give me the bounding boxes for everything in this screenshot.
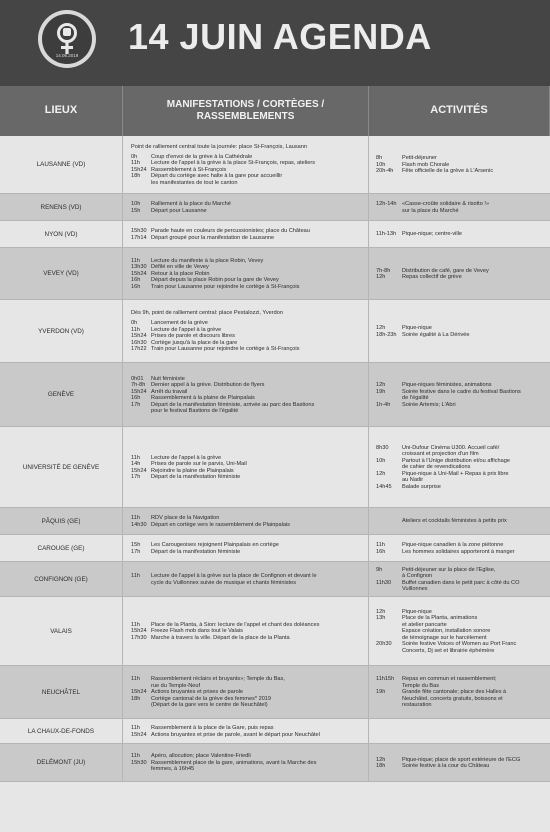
event-description: Départ du cortège avec halte à la gare pour accueillir les manifestantes de tout le canton (151, 173, 283, 186)
activity-description: Partout à l'Unige distribution et/ou affichage de cahier de revendications (402, 457, 510, 471)
manifestations-cell (123, 363, 369, 426)
table-header (0, 86, 550, 136)
table-row (0, 300, 550, 363)
activities-cell (369, 535, 550, 561)
event-time: 18h (131, 173, 141, 180)
activity-item (376, 518, 547, 525)
activity-time: 12h (376, 756, 386, 763)
activity-time: 11h15h (376, 676, 395, 683)
activity-time: 11h-13h (376, 231, 397, 238)
activity-time: 12h (376, 382, 386, 388)
table-row (0, 562, 550, 597)
table-row (0, 221, 550, 248)
activities-cell (369, 508, 550, 534)
event-item (131, 549, 363, 556)
event-item (131, 474, 363, 481)
activity-item (376, 567, 547, 580)
event-description: Prises de parole et discours libres (151, 333, 235, 340)
event-description: Marche à travers la ville. Départ de la place de la Planta (151, 634, 290, 641)
event-item (131, 573, 363, 586)
activity-item (376, 231, 547, 238)
event-description: Lecture de l'appel à la grève (151, 326, 222, 333)
event-time: 17h14 (131, 234, 147, 241)
activity-description: Petit-déjeuner (402, 155, 437, 162)
event-description: Ralliement à la place du Marché (151, 201, 231, 207)
event-time: 11h (131, 753, 140, 760)
event-description: Rassemblement place de la gare, animations, avant la Marche des femmes, à 16h45 (151, 759, 317, 773)
event-time: 14h30 (131, 521, 147, 528)
activities-cell (369, 300, 550, 362)
event-description: RDV place de la Navigation (151, 515, 220, 521)
event-item (131, 402, 363, 415)
event-time: 11h (131, 725, 140, 731)
header-lieux: LIEUX (0, 86, 123, 136)
event-time: 11h (131, 573, 140, 579)
event-time: 15h30 (131, 759, 147, 766)
event-time: 15h24 (131, 731, 147, 738)
place-cell: NEUCHÂTEL (0, 666, 123, 718)
table-row (0, 666, 550, 719)
event-description: Rejoindre la plaine de Plainpalais (151, 467, 234, 474)
activity-time: 12h (376, 274, 386, 280)
activities-cell (369, 597, 550, 665)
event-description: Départ en cortège vers le rassemblement de Plainpalais (151, 521, 290, 528)
activity-description: Ateliers et cocktails féministes à petits prix (402, 518, 507, 525)
table-row (0, 363, 550, 427)
activity-time: 12h (376, 470, 386, 477)
activity-description: Balade surprise (402, 483, 441, 490)
event-time: 15h (131, 207, 141, 214)
event-description: Lancement de la grève (151, 320, 208, 327)
event-time: 10h (131, 201, 141, 207)
page-header (0, 0, 550, 86)
place-cell: LA CHAUX-DE-FONDS (0, 719, 123, 743)
manifestations-cell (123, 719, 369, 743)
event-description: Départ pour Lausanne (151, 207, 207, 214)
manifestations-cell (123, 427, 369, 507)
event-description: Train pour Lausanne pour rejoindre le cortège à St-François (151, 283, 300, 290)
event-item (131, 732, 363, 739)
activity-time: 20h30 (376, 641, 392, 648)
activities-cell (369, 136, 550, 193)
event-time: 7h-8h (131, 382, 146, 388)
rally-note: Dès 9h, point de ralliement central: place Pestalozzi, Yverdon (131, 310, 283, 317)
place-cell: RENENS (VD) (0, 194, 123, 220)
event-time: 15h24 (131, 166, 147, 173)
activity-item (376, 615, 547, 641)
place-cell: LAUSANNE (VD) (0, 136, 123, 193)
activity-time: 11h (376, 542, 385, 548)
activities-cell (369, 363, 550, 426)
event-time: 17h (131, 474, 141, 480)
place-cell: UNIVERSITÉ DE GENÈVE (0, 427, 123, 507)
activity-item (376, 689, 547, 709)
event-description: Retour à la place Robin (151, 270, 210, 277)
activity-description: Pique-niques féministes, animations (402, 382, 492, 388)
activity-description: Distribution de café, gare de Vevey (402, 267, 489, 274)
activity-item (376, 458, 547, 471)
activities-cell (369, 427, 550, 507)
event-item (131, 284, 363, 291)
activity-description: Grande fête cantonale; place des Halles à Neuchâtel, concerts gratuits, boissons et restauration (402, 689, 507, 709)
event-time: 15h (131, 542, 141, 548)
table-row (0, 136, 550, 194)
activities-cell (369, 248, 550, 299)
activity-time: 7h-8h (376, 267, 391, 274)
activity-time: 1h-4h (376, 401, 391, 408)
event-description: Cortège jusqu'à la place de la gare (151, 339, 238, 346)
event-description: Rassemblement à la place de la Gare, puis repas (151, 725, 274, 731)
event-description: Arrêt du travail (151, 388, 188, 395)
event-item (131, 235, 363, 242)
event-description: Train pour Lausanne pour rejoindre le cortège à St-François (151, 346, 300, 353)
event-description: Rassemblement à St-François (151, 166, 227, 173)
activity-time: 19h (376, 388, 386, 395)
activity-item (376, 168, 547, 175)
manifestations-cell (123, 136, 369, 193)
event-description: Place de la Planta, à Sion: lecture de l'appel et chant des doléances (151, 621, 320, 628)
activity-description: Petit-déjeuner sur la place de l'Eglise, à Confignon (402, 566, 496, 579)
activity-time: 8h30 (376, 444, 389, 451)
event-time: 11h (131, 257, 140, 264)
table-row (0, 194, 550, 221)
event-item (131, 173, 363, 186)
header-manifestations: MANIFESTATIONS / CORTÈGES / RASSEMBLEMENTS (123, 86, 369, 136)
event-description: Départ groupé pour la manifestation de Lausanne (151, 234, 275, 241)
activity-description: Pique-nique; place de sport extérieure de l'ECG (402, 756, 521, 763)
table-row (0, 535, 550, 562)
event-description: Lecture de l'appel à la grève à la place St-François, repas, ateliers (151, 160, 315, 167)
feminist-logo (38, 10, 96, 68)
event-description: Rassemblement à la plaine de Plainpalais (151, 395, 255, 401)
manifestations-cell (123, 248, 369, 299)
activity-description: Pique-nique (402, 325, 432, 331)
place-cell: VEVEY (VD) (0, 248, 123, 299)
place-cell: NYON (VD) (0, 221, 123, 247)
place-cell: DELÉMONT (JU) (0, 744, 123, 781)
activity-time: 9h (376, 566, 383, 573)
activity-description: Uni-Dufour Cinéma U300. Accueil café/ croissant et projection d'un film (402, 444, 500, 458)
event-time: 15h24 (131, 689, 147, 696)
table-body (0, 136, 550, 782)
activity-item (376, 763, 547, 770)
activity-item (376, 484, 547, 491)
activity-description: Place de la Planta, animations et atelier pancarte Espace création, installation sonore de témoignage sur le harcèlement (402, 615, 491, 641)
event-item (131, 522, 363, 529)
event-description: Actions bruyantes et prises de parole (151, 689, 244, 696)
manifestations-cell (123, 535, 369, 561)
activities-cell (369, 719, 550, 743)
place-cell: VALAIS (0, 597, 123, 665)
activity-time: 14h45 (376, 483, 392, 490)
activity-description: Soirée égalité à La Dérivée (402, 331, 470, 338)
manifestations-cell (123, 744, 369, 781)
event-time: 0h (131, 153, 138, 160)
manifestations-cell (123, 194, 369, 220)
event-description: Rassemblement réclairs et bruyants»; Temple du Bas, rue du Temple-Neuf (151, 676, 285, 689)
event-time: 11h (131, 676, 140, 683)
event-description: Freeze Flash mob dans tout le Valais (151, 628, 243, 635)
event-time: 11h (131, 621, 140, 628)
event-description: Actions bruyantes et prise de parole, avant le départ pour Neuchâtel (151, 731, 320, 738)
table-row (0, 508, 550, 535)
event-time: 17h (131, 401, 141, 408)
event-description: Lecture de l'appel à la grève sur la place de Confignon et devant le cycle du Vuillonnex suivie de musique et chants féministes (151, 573, 317, 586)
event-description: Les Carougeoises rejoignent Plainpalais en cortège (151, 542, 279, 548)
activity-description: Pique-nique canadien à la zone piétonne (402, 542, 504, 548)
event-time: 11h (131, 160, 140, 167)
place-cell: PÂQUIS (GE) (0, 508, 123, 534)
event-time: 16h (131, 277, 141, 284)
activities-cell (369, 221, 550, 247)
event-description: Départ de la manifestation féministe (151, 548, 241, 555)
event-time: 17h30 (131, 634, 147, 641)
activity-time: 10h (376, 457, 386, 464)
event-description: Nuit féministe (151, 375, 185, 382)
activity-description: Fête officielle de la grève à L'Arsenic (402, 168, 494, 175)
activity-description: Soirée festive à la cour du Château (402, 763, 490, 769)
event-time: 16h (131, 395, 141, 401)
activity-item (376, 445, 547, 458)
activity-item (376, 389, 547, 402)
activity-time: 20h-4h (376, 168, 394, 175)
activity-description: Pique-nique; centre-ville (402, 231, 463, 238)
activity-description: Flash mob Chorale (402, 161, 450, 168)
activity-item (376, 201, 547, 214)
activity-item (376, 471, 547, 484)
activity-time: 13h (376, 615, 386, 622)
event-time: 15h24 (131, 628, 147, 635)
activity-time: 18h (376, 763, 386, 769)
event-item (131, 760, 363, 773)
event-item (131, 208, 363, 215)
event-time: 15h24 (131, 333, 147, 340)
logo-date: 14.06.2019 (55, 53, 79, 58)
event-time: 16h (131, 283, 141, 290)
activity-time: 8h (376, 155, 383, 162)
activity-description: Pique-nique (402, 608, 432, 615)
manifestations-cell (123, 300, 369, 362)
activities-cell (369, 744, 550, 781)
logo-badge (42, 14, 92, 64)
activity-item (376, 641, 547, 654)
event-description: Départ de la manifestation féministe (151, 474, 241, 480)
event-item (131, 635, 363, 642)
event-description: Coup d'envoi de la grève à la Cathédrale (151, 153, 253, 160)
activity-description: Repas en commun et rassemblement; Temple du Bas (402, 676, 497, 689)
activity-description: Soirée festive dans le cadre du festival Bastions de l'égalité (402, 388, 521, 401)
event-time: 11h (131, 515, 140, 521)
event-time: 15h24 (131, 270, 147, 277)
activity-time: 16h (376, 548, 386, 555)
event-description: Cortège cantonal de la grève des femmes* 2019 (Départ de la gare vers le centre de Neuchâtel) (151, 695, 272, 709)
activity-time: 12h-14h (376, 201, 397, 207)
place-cell: CAROUGE (GE) (0, 535, 123, 561)
place-cell: YVERDON (VD) (0, 300, 123, 362)
event-description: Dernier appel à la grève. Distribution de flyers (151, 382, 265, 388)
event-description: Départ de la manifestation féministe, arrivée au parc des Bastions pour le festival Bastions de l'égalité (151, 401, 315, 414)
event-description: Apéro, allocution; place Valentine-Friedli (151, 753, 251, 760)
activities-cell (369, 666, 550, 718)
event-time: 16h30 (131, 339, 147, 346)
event-time: 15h30 (131, 228, 147, 234)
activity-time: 19h (376, 689, 386, 696)
event-time: 14h (131, 461, 141, 467)
activity-item (376, 580, 547, 593)
event-time: 15h24 (131, 388, 147, 395)
activity-time: 10h (376, 161, 386, 168)
manifestations-cell (123, 508, 369, 534)
event-time: 0h01 (131, 375, 144, 382)
activity-time: 18h-23h (376, 331, 397, 338)
event-description: Défilé en ville de Vevey (151, 264, 209, 271)
event-time: 17h (131, 548, 141, 555)
activity-item (376, 676, 547, 689)
event-time: 11h (131, 454, 140, 461)
activity-description: Les hommes solidaires apporteront à manger (402, 548, 515, 555)
event-description: Lecture du manifeste à la place Robin, Vevey (151, 257, 264, 264)
activity-time (376, 518, 402, 525)
activity-item (376, 402, 547, 409)
event-time: 0h (131, 320, 138, 327)
event-description: Prises de parole sur le parvis, Uni-Mail (151, 461, 247, 467)
activity-description: Pique-nique à Uni-Mail + Repas à prix libre au Nadir (402, 470, 509, 484)
event-time: 18h (131, 695, 141, 702)
activity-description: «Casse-croûte solidaire & risotto !» sur la place du Marché (402, 201, 490, 214)
activities-cell (369, 562, 550, 596)
header-activites: ACTIVITÉS (369, 86, 550, 136)
event-time: 17h22 (131, 346, 147, 353)
table-row (0, 248, 550, 300)
event-time: 13h30 (131, 264, 147, 271)
activities-cell (369, 194, 550, 220)
venus-fist-icon (53, 22, 81, 56)
event-time: 11h (131, 326, 140, 333)
activity-time: 12h (376, 608, 386, 615)
activity-time: 12h (376, 325, 386, 331)
table-row (0, 744, 550, 782)
activity-item (376, 274, 547, 281)
event-time: 15h24 (131, 467, 147, 474)
activity-description: Soirée Artemis; L'Abri (402, 401, 456, 408)
table-row (0, 597, 550, 666)
activity-item (376, 549, 547, 556)
event-description: Départ depuis la place Robin pour la gare de Vevey (151, 277, 279, 284)
event-description: Lecture de l'appel à la grève (151, 454, 222, 461)
rally-note: Point de ralliement central toute la journée: place St-François, Lausann (131, 143, 307, 150)
place-cell: GENÈVE (0, 363, 123, 426)
page-title: 14 JUIN AGENDA (128, 16, 432, 57)
table-row (0, 427, 550, 508)
activity-description: Buffet canadien dans le petit parc à côté du CO Vuillonnex (402, 579, 520, 592)
activity-description: Repas collectif de grève (402, 274, 462, 280)
event-item (131, 696, 363, 709)
event-item (131, 676, 363, 689)
activity-description: Soirée festive Voices of Women au Port Franc Concerts, Dj set et librairie éphémère (402, 641, 517, 654)
activity-item (376, 332, 547, 339)
event-description: Parade haute en couleurs de percussionistes; place du Château (151, 228, 310, 234)
activity-time: 11h30 (376, 579, 392, 586)
manifestations-cell (123, 666, 369, 718)
manifestations-cell (123, 562, 369, 596)
manifestations-cell (123, 597, 369, 665)
agenda-table (0, 86, 550, 832)
event-item (131, 346, 363, 353)
place-cell: CONFIGNON (GE) (0, 562, 123, 596)
table-row (0, 719, 550, 744)
manifestations-cell (123, 221, 369, 247)
